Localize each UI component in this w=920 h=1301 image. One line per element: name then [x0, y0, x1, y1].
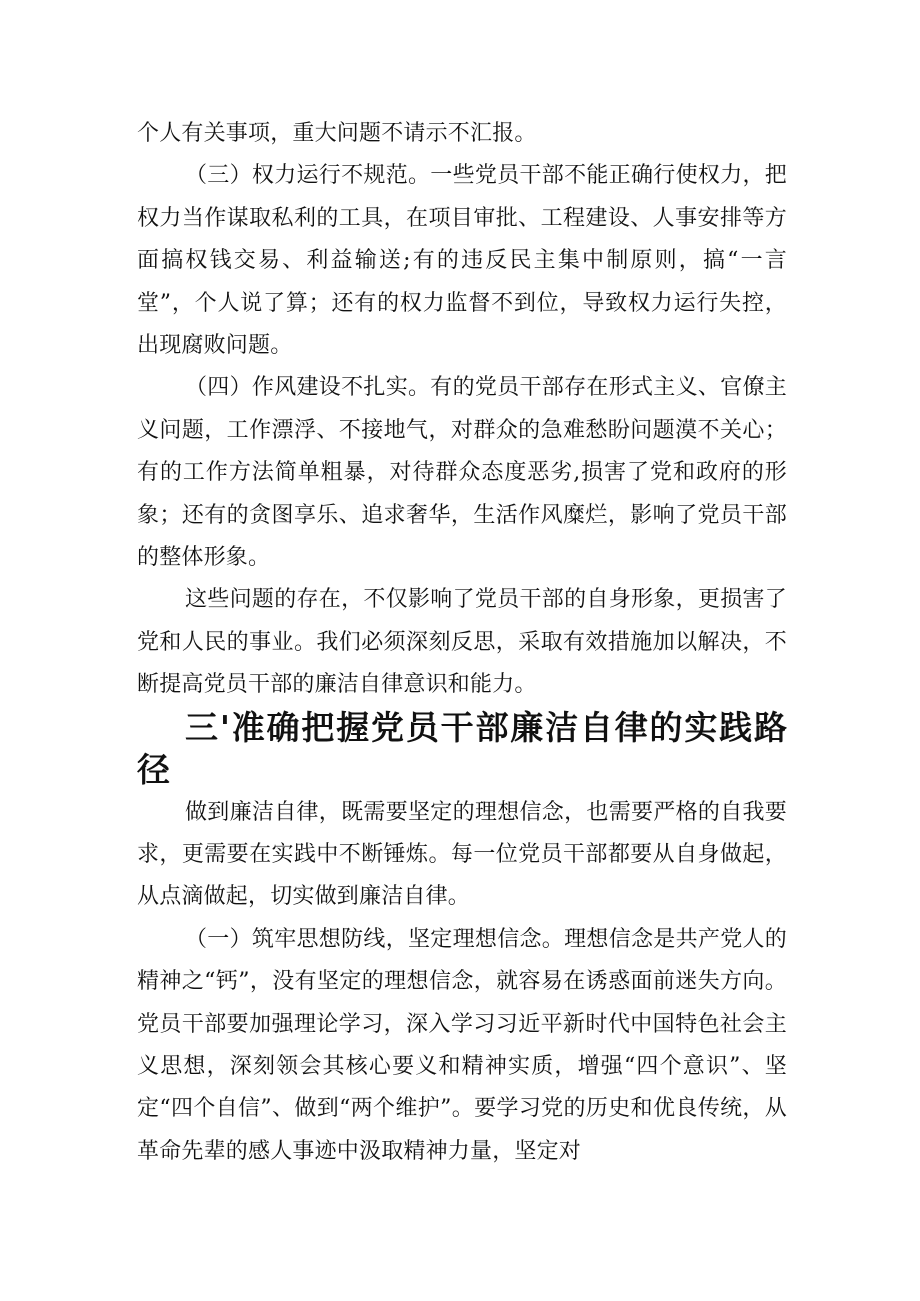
paragraph-section-1-ideals: （一）筑牢思想防线，坚定理想信念。理想信念是共产党人的精神之“钙”，没有坚定的理想信念，就容易在诱惑面前迷失方向。党员干部要加强理论学习，深入学习习近平新时代中国特色社会主义思想，深刻领会其核心要义和精神实质，增强“四个意识”、坚定“四个自信”、做到“两个维护”。要学习党的历史和优良传统，从革命先辈的感人事迹中汲取精神力量，坚定对: [137, 926, 787, 1164]
paragraph-section-4-style: （四）作风建设不扎实。有的党员干部存在形式主义、官僚主义问题，工作漂浮、不接地气，对群众的急难愁盼问题漠不关心；有的工作方法简单粗暴，对待群众态度恶劣,损害了党和政府的形象；还有的贪图享乐、追求奢华，生活作风糜烂，影响了党员干部的整体形象。: [137, 375, 787, 571]
paragraph-continuation: 个人有关事项，重大问题不请示不汇报。: [137, 121, 537, 146]
section-heading-3: 三'准确把握党员干部廉洁自律的实践路径: [137, 707, 787, 790]
paragraph-summary: 这些问题的存在，不仅影响了党员干部的自身形象，更损害了党和人民的事业。我们必须深刻反思，采取有效措施加以解决，不断提高党员干部的廉洁自律意识和能力。: [137, 587, 787, 698]
paragraph-section-3-power: （三）权力运行不规范。一些党员干部不能正确行使权力，把权力当作谋取私利的工具，在项目审批、工程建设、人事安排等方面搞权钱交易、利益输送;有的违反民主集中制原则，搞“一言堂”，个人说了算；还有的权力监督不到位，导致权力运行失控，出现腐败问题。: [137, 163, 787, 359]
paragraph-intro: 做到廉洁自律，既需要坚定的理想信念，也需要严格的自我要求，更需要在实践中不断锤炼。每一位党员干部都要从自身做起，从点滴做起，切实做到廉洁自律。: [137, 799, 787, 910]
document-body: [137, 113, 787, 1173]
